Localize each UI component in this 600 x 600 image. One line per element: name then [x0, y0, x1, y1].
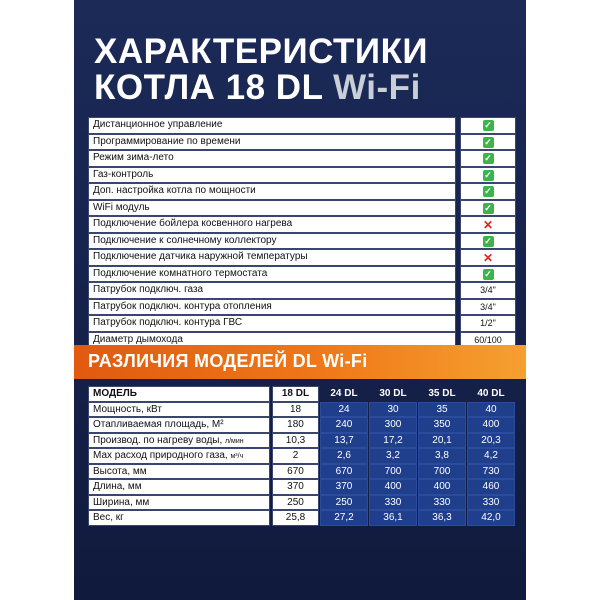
model-value: 460 [467, 479, 515, 495]
model-value: 18 [272, 402, 319, 418]
model-param-name: МОДЕЛЬ [88, 386, 270, 402]
feature-name: Патрубок подключ. контура отопления [88, 299, 456, 316]
feature-row [88, 266, 516, 283]
model-value: 40 DL [477, 388, 505, 399]
model-value: 370 [320, 479, 368, 495]
model-value: 250 [272, 495, 319, 511]
feature-name: Подключение бойлера косвенного нагрева [88, 216, 456, 233]
model-param-name: Длина, мм [88, 479, 270, 495]
model-value: 10,3 [272, 433, 319, 449]
feature-row [88, 299, 516, 316]
models-table [88, 386, 516, 526]
check-icon: ✓ [484, 169, 492, 180]
param-unit: м³/ч [230, 453, 244, 460]
model-value: 2 [272, 448, 319, 464]
feature-value: 1/2" [460, 315, 516, 332]
model-value: 18 DL [272, 386, 319, 402]
feature-row [88, 249, 516, 266]
feature-value: 3/4" [460, 299, 516, 316]
model-param-name: Высота, мм [88, 464, 270, 480]
model-param-name: Производ. по нагреву воды, л/мин [88, 433, 270, 449]
model-value: 42,0 [467, 510, 515, 526]
models-row [88, 495, 516, 511]
feature-row [88, 233, 516, 250]
model-value: 13,7 [320, 433, 368, 449]
model-value: 700 [369, 464, 417, 480]
page-title [94, 34, 514, 106]
title-line-2-accent: Wi-Fi [333, 68, 421, 107]
feature-row [88, 117, 516, 134]
model-value: 330 [418, 495, 466, 511]
feature-value: 3/4" [460, 282, 516, 299]
model-value: 24 DL [330, 388, 358, 399]
model-value: 3,2 [369, 448, 417, 464]
check-icon: ✓ [484, 136, 492, 147]
check-icon: ✓ [484, 268, 492, 279]
feature-row [88, 150, 516, 167]
param-unit: л/мин [225, 437, 244, 445]
model-value: 670 [272, 464, 319, 480]
model-value: 330 [369, 495, 417, 511]
feature-value [460, 134, 516, 151]
feature-name: Патрубок подключ. газа [88, 282, 456, 299]
feature-value: 60/100 [460, 332, 516, 349]
feature-row [88, 183, 516, 200]
feature-row [88, 315, 516, 332]
check-icon: ✓ [484, 202, 492, 213]
model-value: 3,8 [418, 448, 466, 464]
model-value: 25,8 [272, 510, 319, 526]
model-value: 370 [272, 479, 319, 495]
banner-title: РАЗЛИЧИЯ МОДЕЛЕЙ DL Wi-Fi [88, 351, 368, 371]
model-param-name: Отапливаемая площадь, М² [88, 417, 270, 433]
feature-value [460, 183, 516, 200]
feature-name: Доп. настройка котла по мощности [88, 183, 456, 200]
feature-name: Газ-контроль [88, 167, 456, 184]
feature-name: Режим зима-лето [88, 150, 456, 167]
cross-icon: ✕ [482, 250, 494, 265]
feature-value [460, 167, 516, 184]
feature-name: Подключение к солнечному коллектору [88, 233, 456, 250]
models-row [88, 433, 516, 449]
model-param-name: Мощность, кВт [88, 402, 270, 418]
model-value: 250 [320, 495, 368, 511]
model-value: 20,1 [418, 433, 466, 449]
model-value: 300 [369, 417, 417, 433]
model-value: 400 [369, 479, 417, 495]
feature-name: Подключение комнатного термостата [88, 266, 456, 283]
feature-name: WiFi модуль [88, 200, 456, 217]
model-value: 730 [467, 464, 515, 480]
model-param-name: Вес, кг [88, 510, 270, 526]
model-value: 4,2 [467, 448, 515, 464]
feature-row [88, 200, 516, 217]
model-value: 350 [418, 417, 466, 433]
model-value: 400 [418, 479, 466, 495]
model-value: 670 [320, 464, 368, 480]
model-value: 30 DL [379, 388, 407, 399]
models-row [88, 402, 516, 418]
feature-name: Подключение датчика наружной температуры [88, 249, 456, 266]
title-line-1: ХАРАКТЕРИСТИКИ [94, 32, 429, 71]
feature-name: Диаметр дымохода [88, 332, 456, 349]
model-value: 36,1 [369, 510, 417, 526]
model-value: 30 [369, 402, 417, 418]
models-banner [74, 345, 526, 379]
feature-value [460, 249, 516, 266]
feature-name: Патрубок подключ. контура ГВС [88, 315, 456, 332]
models-header-row [88, 386, 516, 402]
model-value: 330 [467, 495, 515, 511]
feature-row [88, 167, 516, 184]
model-value: 700 [418, 464, 466, 480]
cross-icon: ✕ [482, 217, 494, 232]
model-value: 17,2 [369, 433, 417, 449]
check-icon: ✓ [484, 153, 492, 164]
model-value: 400 [467, 417, 515, 433]
feature-value [460, 233, 516, 250]
model-value: 27,2 [320, 510, 368, 526]
models-row [88, 510, 516, 526]
model-value: 36,3 [418, 510, 466, 526]
feature-value [460, 117, 516, 134]
model-param-name: Ширина, мм [88, 495, 270, 511]
check-icon: ✓ [484, 235, 492, 246]
check-icon: ✓ [484, 120, 492, 131]
model-value: 180 [272, 417, 319, 433]
feature-row [88, 134, 516, 151]
model-value: 35 [418, 402, 466, 418]
model-param-name: Мах расход природного газа, м³/ч [88, 448, 270, 464]
title-line-2 [94, 70, 514, 106]
feature-value [460, 200, 516, 217]
feature-value [460, 216, 516, 233]
model-value: 40 [467, 402, 515, 418]
feature-row [88, 282, 516, 299]
models-row [88, 479, 516, 495]
feature-name: Программирование по времени [88, 134, 456, 151]
feature-name: Дистанционное управление [88, 117, 456, 134]
models-row [88, 464, 516, 480]
model-value: 35 DL [428, 388, 456, 399]
feature-value [460, 266, 516, 283]
feature-row [88, 216, 516, 233]
models-row [88, 417, 516, 433]
feature-value [460, 150, 516, 167]
spec-card [74, 0, 526, 600]
model-value: 2,6 [320, 448, 368, 464]
model-value: 240 [320, 417, 368, 433]
check-icon: ✓ [484, 186, 492, 197]
features-table [88, 117, 516, 348]
model-value: 24 [320, 402, 368, 418]
models-row [88, 448, 516, 464]
model-value: 20,3 [467, 433, 515, 449]
title-line-2-main: КОТЛА 18 DL [94, 68, 323, 107]
